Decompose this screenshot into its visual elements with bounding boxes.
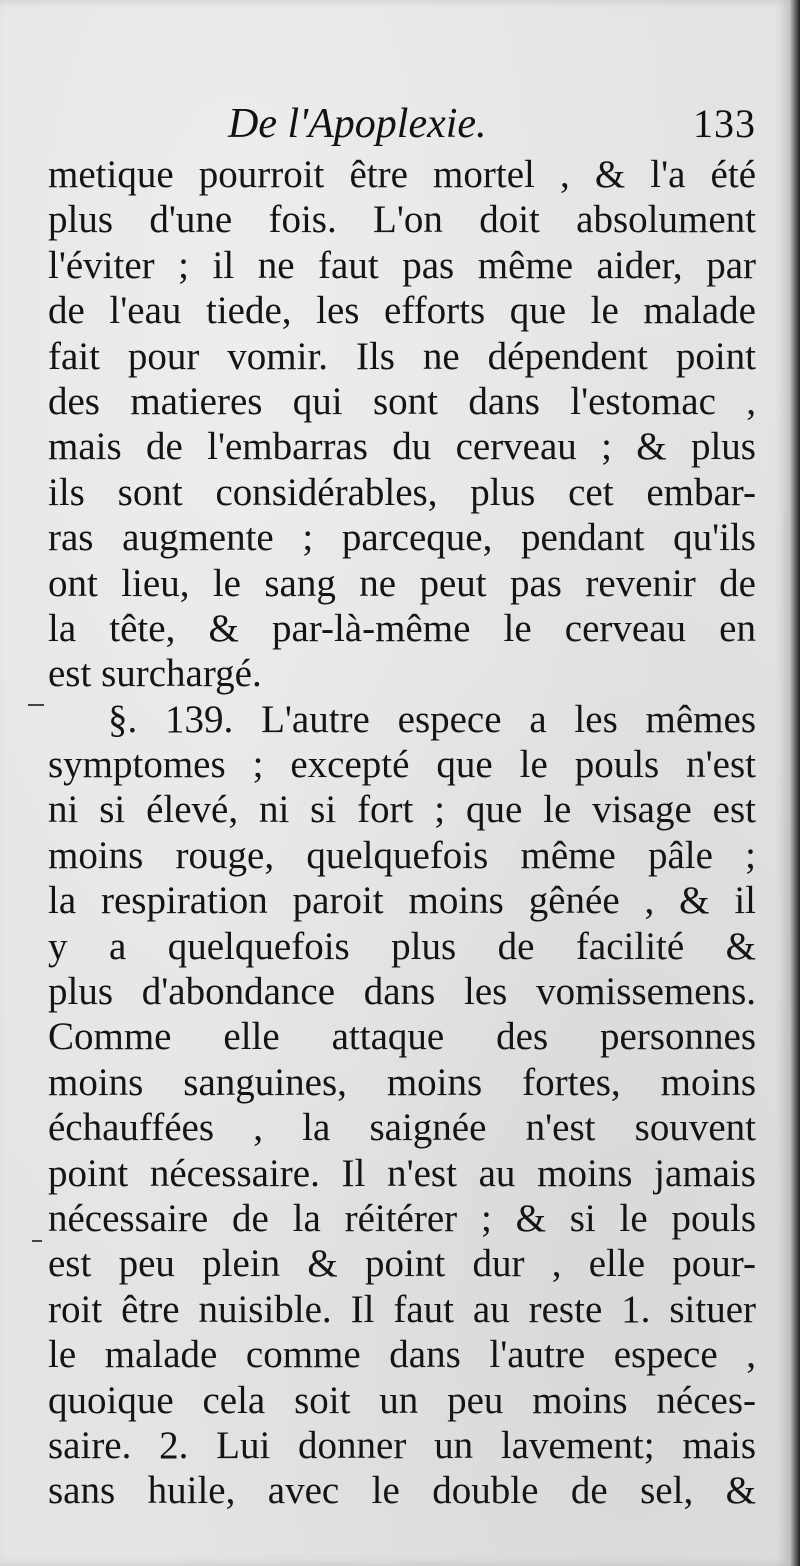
margin-mark bbox=[28, 704, 44, 706]
paragraph-end-line: est surchargé. bbox=[48, 652, 262, 696]
text-line: moins rouge, quelquefois même pâle ; bbox=[48, 833, 756, 877]
text-line: ils sont considérables, plus cet embar- bbox=[48, 470, 756, 514]
text-line: nécessaire de la réitérer ; & si le pouls bbox=[48, 1196, 756, 1240]
text-line: est peu plein & point dur , elle pour- bbox=[48, 1242, 756, 1286]
text-line: la respiration paroit moins gênée , & il bbox=[48, 879, 756, 923]
text-line: ont lieu, le sang ne peut pas revenir de bbox=[48, 561, 756, 605]
page-header bbox=[48, 96, 756, 156]
text-line: le malade comme dans l'autre espece , bbox=[48, 1333, 756, 1377]
text-line: sans huile, avec le double de sel, & bbox=[48, 1469, 756, 1513]
page-edge-shadow bbox=[790, 0, 800, 1566]
text-line: plus d'abondance dans les vomissemens. bbox=[48, 970, 756, 1014]
text-line: ni si élevé, ni si fort ; que le visage est bbox=[48, 788, 756, 832]
text-line: ras augmente ; parceque, pendant qu'ils bbox=[48, 516, 756, 560]
text-line: échauffées , la saignée n'est souvent bbox=[48, 1106, 756, 1150]
text-line: fait pour vomir. Ils ne dépendent point bbox=[48, 334, 756, 378]
page-number: 133 bbox=[693, 101, 756, 146]
text-line: la tête, & par-là-même le cerveau en bbox=[48, 606, 756, 650]
text-line: de l'eau tiede, les efforts que le malade bbox=[48, 289, 756, 333]
text-line: mais de l'embarras du cerveau ; & plus bbox=[48, 425, 756, 469]
text-line: symptomes ; excepté que le pouls n'est bbox=[48, 743, 756, 787]
running-title: De l'Apoplexie. bbox=[228, 101, 487, 147]
text-line: roit être nuisible. Il faut au reste 1. situer bbox=[48, 1287, 756, 1331]
text-line: point nécessaire. Il n'est au moins jamais bbox=[48, 1151, 756, 1195]
text-line: metique pourroit être mortel , & l'a été bbox=[48, 153, 756, 196]
text-line: moins sanguines, moins fortes, moins bbox=[48, 1060, 756, 1104]
body-text bbox=[48, 152, 756, 1514]
text-line: Comme elle attaque des personnes bbox=[48, 1015, 756, 1059]
text-line: l'éviter ; il ne faut pas même aider, par bbox=[48, 243, 756, 287]
text-line: quoique cela soit un peu moins néces- bbox=[48, 1378, 756, 1422]
text-line: plus d'une fois. L'on doit absolument bbox=[48, 198, 756, 242]
text-line: y a quelquefois plus de facilité & bbox=[48, 924, 756, 968]
text-line: des matieres qui sont dans l'estomac , bbox=[48, 379, 756, 423]
margin-mark bbox=[32, 1240, 42, 1242]
section-139-start-line: §. 139. L'autre espece a les mêmes bbox=[108, 697, 756, 741]
text-line: saire. 2. Lui donner un lavement; mais bbox=[48, 1423, 756, 1467]
